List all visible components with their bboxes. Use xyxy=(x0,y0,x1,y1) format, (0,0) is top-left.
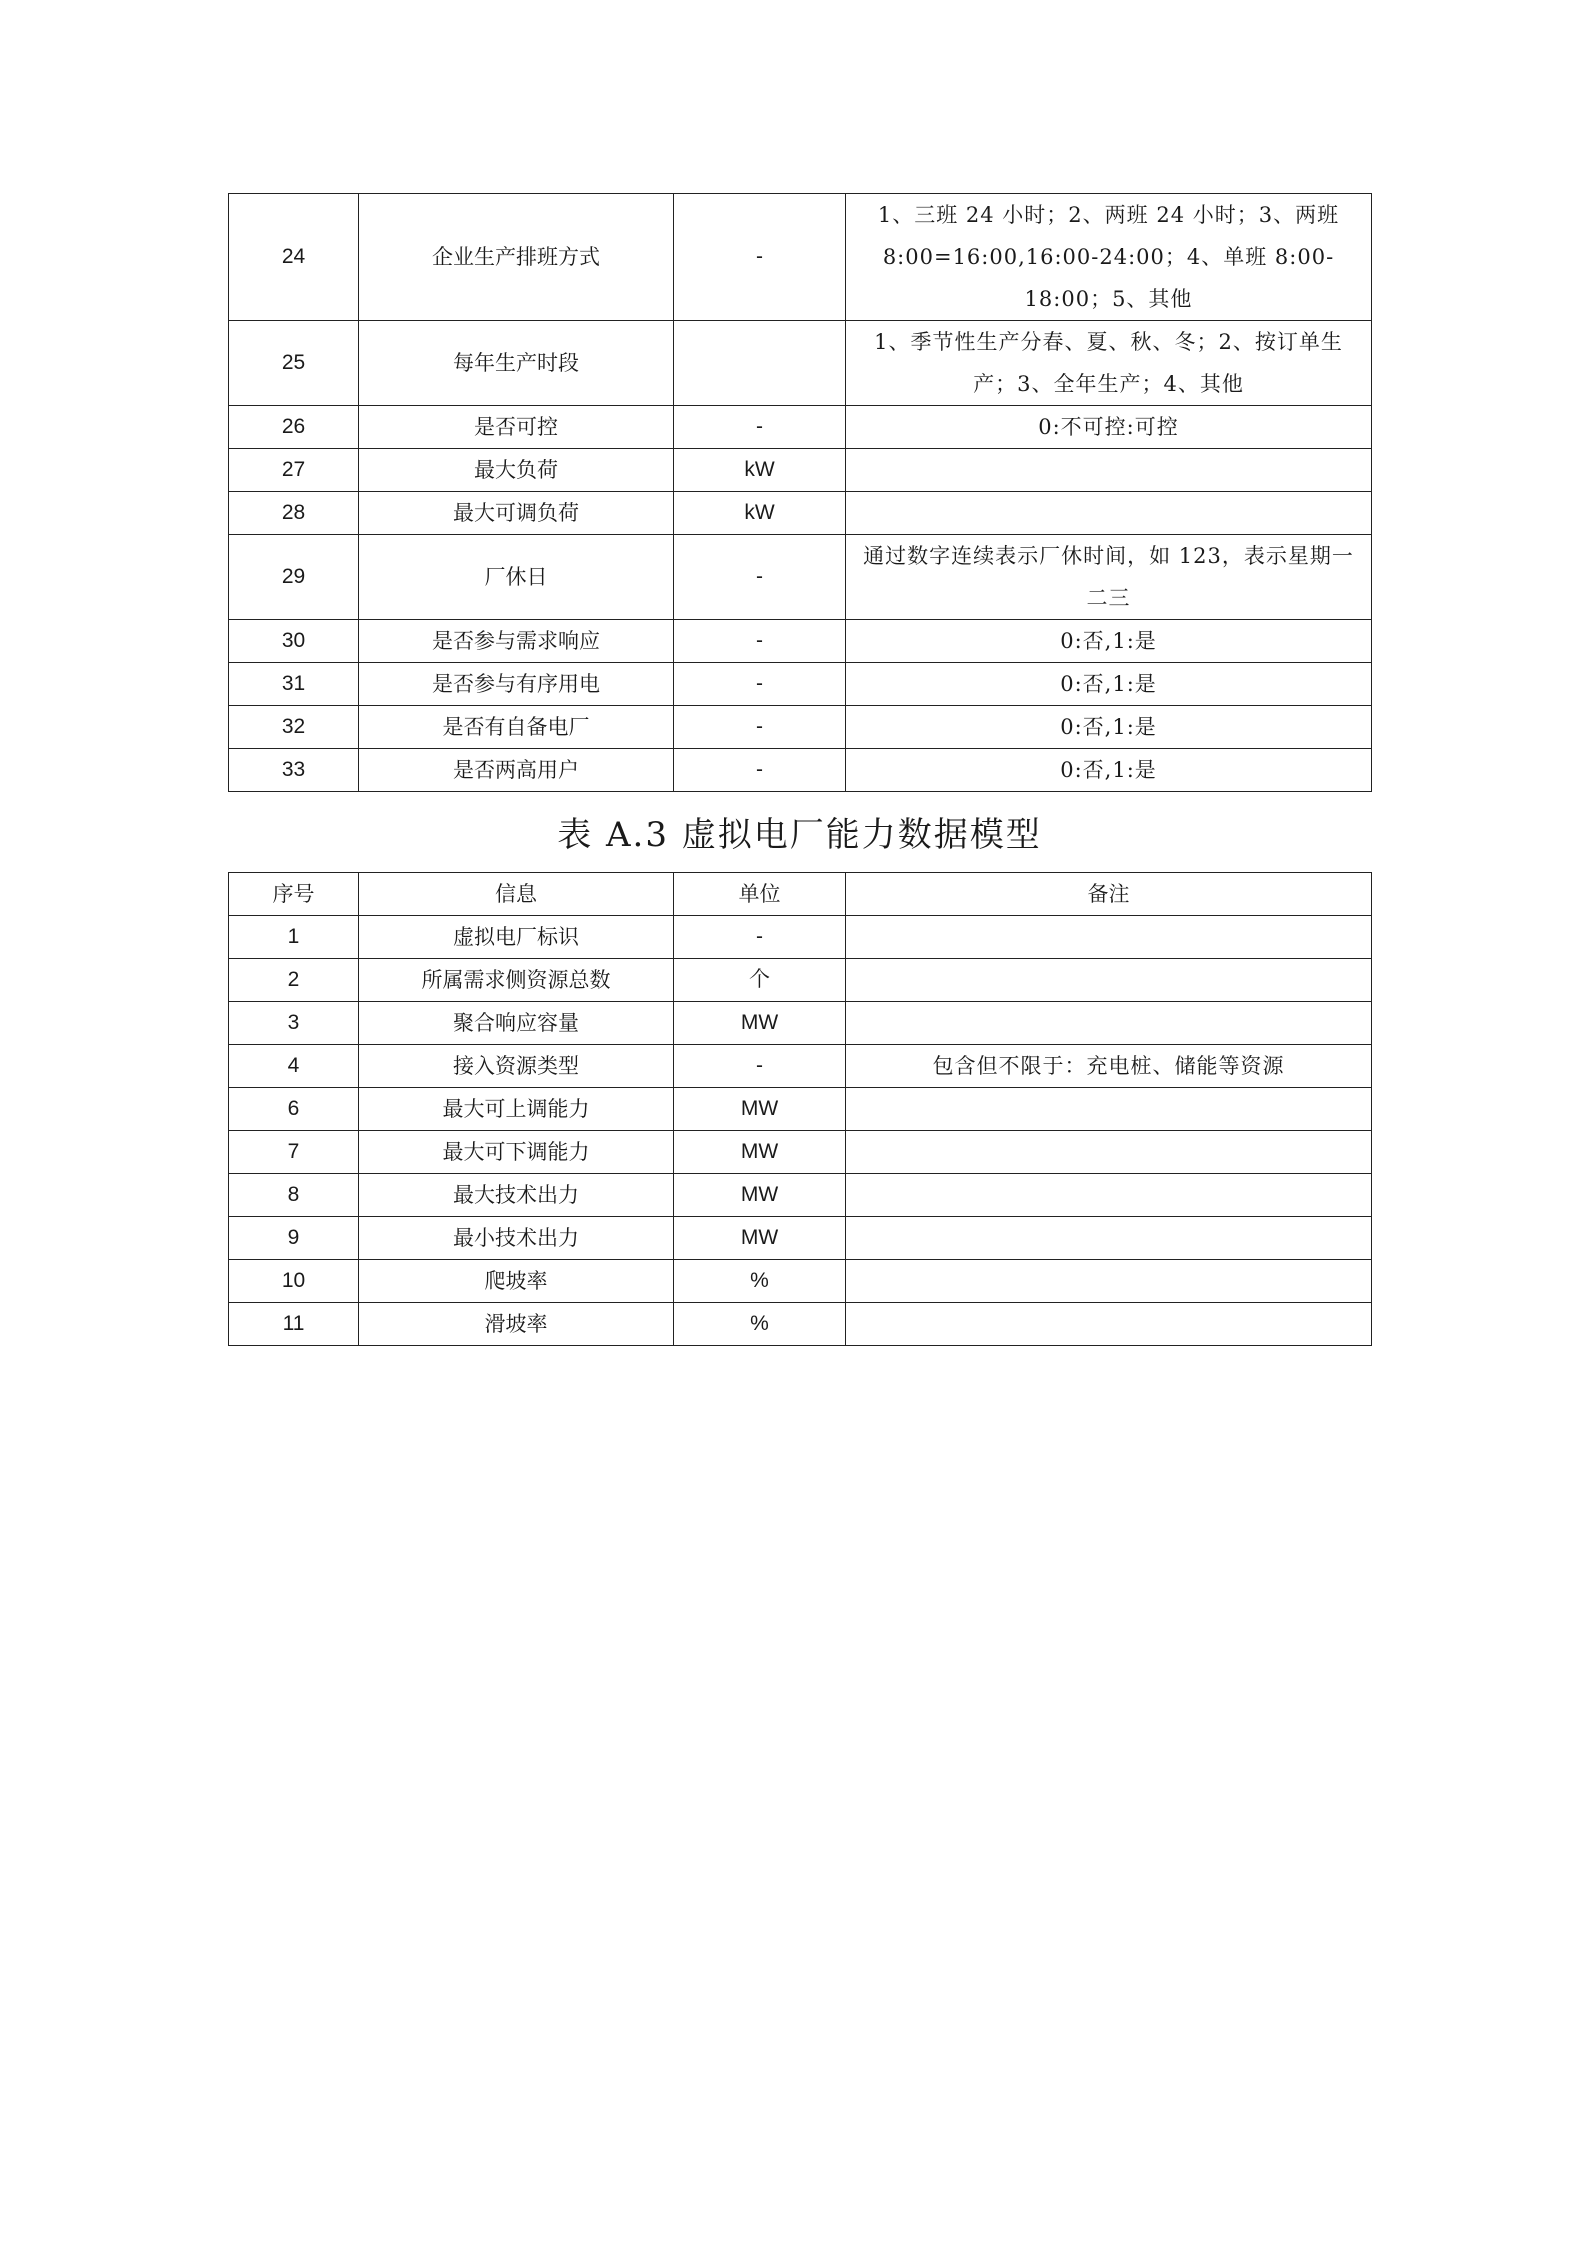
cell-unit: kW xyxy=(674,492,846,535)
cell-no: 1 xyxy=(229,916,359,959)
cell-unit: - xyxy=(674,749,846,792)
cell-no: 29 xyxy=(229,535,359,620)
cell-note: 0:否,1:是 xyxy=(846,620,1372,663)
cell-note: 0:不可控:可控 xyxy=(846,406,1372,449)
header-no: 序号 xyxy=(229,873,359,916)
cell-no: 3 xyxy=(229,1002,359,1045)
table-row xyxy=(229,1217,1372,1260)
cell-info: 接入资源类型 xyxy=(359,1045,674,1088)
cell-note: 0:否,1:是 xyxy=(846,706,1372,749)
table-row xyxy=(229,1088,1372,1131)
cell-info: 最大负荷 xyxy=(359,449,674,492)
table-row xyxy=(229,194,1372,321)
cell-unit: - xyxy=(674,620,846,663)
cell-unit: - xyxy=(674,194,846,321)
cell-info: 企业生产排班方式 xyxy=(359,194,674,321)
cell-info: 最大技术出力 xyxy=(359,1174,674,1217)
cell-unit: % xyxy=(674,1260,846,1303)
cell-unit: MW xyxy=(674,1131,846,1174)
cell-no: 33 xyxy=(229,749,359,792)
cell-info: 是否有自备电厂 xyxy=(359,706,674,749)
table-row xyxy=(229,1174,1372,1217)
table-row xyxy=(229,749,1372,792)
table-row xyxy=(229,663,1372,706)
cell-info: 是否参与需求响应 xyxy=(359,620,674,663)
cell-no: 32 xyxy=(229,706,359,749)
cell-no: 28 xyxy=(229,492,359,535)
cell-note xyxy=(846,1131,1372,1174)
cell-info: 聚合响应容量 xyxy=(359,1002,674,1045)
table-row xyxy=(229,321,1372,406)
cell-note: 0:否,1:是 xyxy=(846,663,1372,706)
table-a2-body xyxy=(229,194,1372,792)
table-header-row xyxy=(229,873,1372,916)
cell-unit: MW xyxy=(674,1174,846,1217)
cell-no: 25 xyxy=(229,321,359,406)
cell-unit: MW xyxy=(674,1002,846,1045)
cell-no: 31 xyxy=(229,663,359,706)
cell-note xyxy=(846,1174,1372,1217)
cell-info: 是否两高用户 xyxy=(359,749,674,792)
cell-no: 9 xyxy=(229,1217,359,1260)
table-row xyxy=(229,1002,1372,1045)
cell-info: 虚拟电厂标识 xyxy=(359,916,674,959)
cell-unit: - xyxy=(674,1045,846,1088)
cell-note xyxy=(846,1088,1372,1131)
cell-info: 最小技术出力 xyxy=(359,1217,674,1260)
cell-info: 最大可下调能力 xyxy=(359,1131,674,1174)
cell-unit: 个 xyxy=(674,959,846,1002)
cell-info: 所属需求侧资源总数 xyxy=(359,959,674,1002)
cell-info: 滑坡率 xyxy=(359,1303,674,1346)
table-row xyxy=(229,1131,1372,1174)
cell-unit: - xyxy=(674,663,846,706)
cell-no: 30 xyxy=(229,620,359,663)
cell-no: 7 xyxy=(229,1131,359,1174)
cell-info: 爬坡率 xyxy=(359,1260,674,1303)
cell-unit: kW xyxy=(674,449,846,492)
cell-unit: - xyxy=(674,406,846,449)
cell-note: 通过数字连续表示厂休时间，如 123，表示星期一二三 xyxy=(846,535,1372,620)
cell-unit xyxy=(674,321,846,406)
cell-info: 每年生产时段 xyxy=(359,321,674,406)
cell-note xyxy=(846,1303,1372,1346)
table-row xyxy=(229,406,1372,449)
header-note: 备注 xyxy=(846,873,1372,916)
table-row xyxy=(229,1260,1372,1303)
cell-unit: - xyxy=(674,916,846,959)
cell-info: 是否参与有序用电 xyxy=(359,663,674,706)
table-row xyxy=(229,706,1372,749)
cell-note: 0:否,1:是 xyxy=(846,749,1372,792)
table-row xyxy=(229,449,1372,492)
cell-no: 11 xyxy=(229,1303,359,1346)
cell-unit: - xyxy=(674,535,846,620)
cell-no: 6 xyxy=(229,1088,359,1131)
table-row xyxy=(229,916,1372,959)
table-row xyxy=(229,1303,1372,1346)
table-row xyxy=(229,620,1372,663)
cell-note: 1、三班 24 小时；2、两班 24 小时；3、两班 8:00=16:00,16:00-24:00；4、单班 8:00-18:00；5、其他 xyxy=(846,194,1372,321)
cell-unit: - xyxy=(674,706,846,749)
cell-unit: MW xyxy=(674,1088,846,1131)
cell-no: 24 xyxy=(229,194,359,321)
cell-info: 最大可上调能力 xyxy=(359,1088,674,1131)
cell-note xyxy=(846,1217,1372,1260)
cell-no: 4 xyxy=(229,1045,359,1088)
table-row xyxy=(229,492,1372,535)
table-a2-continued xyxy=(228,193,1372,792)
table-a3-body xyxy=(229,916,1372,1346)
cell-no: 10 xyxy=(229,1260,359,1303)
cell-note xyxy=(846,916,1372,959)
cell-no: 27 xyxy=(229,449,359,492)
cell-note: 1、季节性生产分春、夏、秋、冬；2、按订单生产；3、全年生产；4、其他 xyxy=(846,321,1372,406)
cell-note xyxy=(846,1002,1372,1045)
table-row xyxy=(229,535,1372,620)
cell-info: 厂休日 xyxy=(359,535,674,620)
table-row xyxy=(229,1045,1372,1088)
table-a3 xyxy=(228,872,1372,1346)
cell-unit: % xyxy=(674,1303,846,1346)
cell-no: 26 xyxy=(229,406,359,449)
table-a3-caption: 表 A.3 虚拟电厂能力数据模型 xyxy=(557,815,1042,855)
cell-info: 是否可控 xyxy=(359,406,674,449)
cell-note xyxy=(846,449,1372,492)
cell-unit: MW xyxy=(674,1217,846,1260)
header-unit: 单位 xyxy=(674,873,846,916)
cell-note xyxy=(846,1260,1372,1303)
cell-note xyxy=(846,492,1372,535)
cell-info: 最大可调负荷 xyxy=(359,492,674,535)
cell-note xyxy=(846,959,1372,1002)
cell-note: 包含但不限于：充电桩、储能等资源 xyxy=(846,1045,1372,1088)
cell-no: 8 xyxy=(229,1174,359,1217)
table-row xyxy=(229,959,1372,1002)
header-info: 信息 xyxy=(359,873,674,916)
cell-no: 2 xyxy=(229,959,359,1002)
